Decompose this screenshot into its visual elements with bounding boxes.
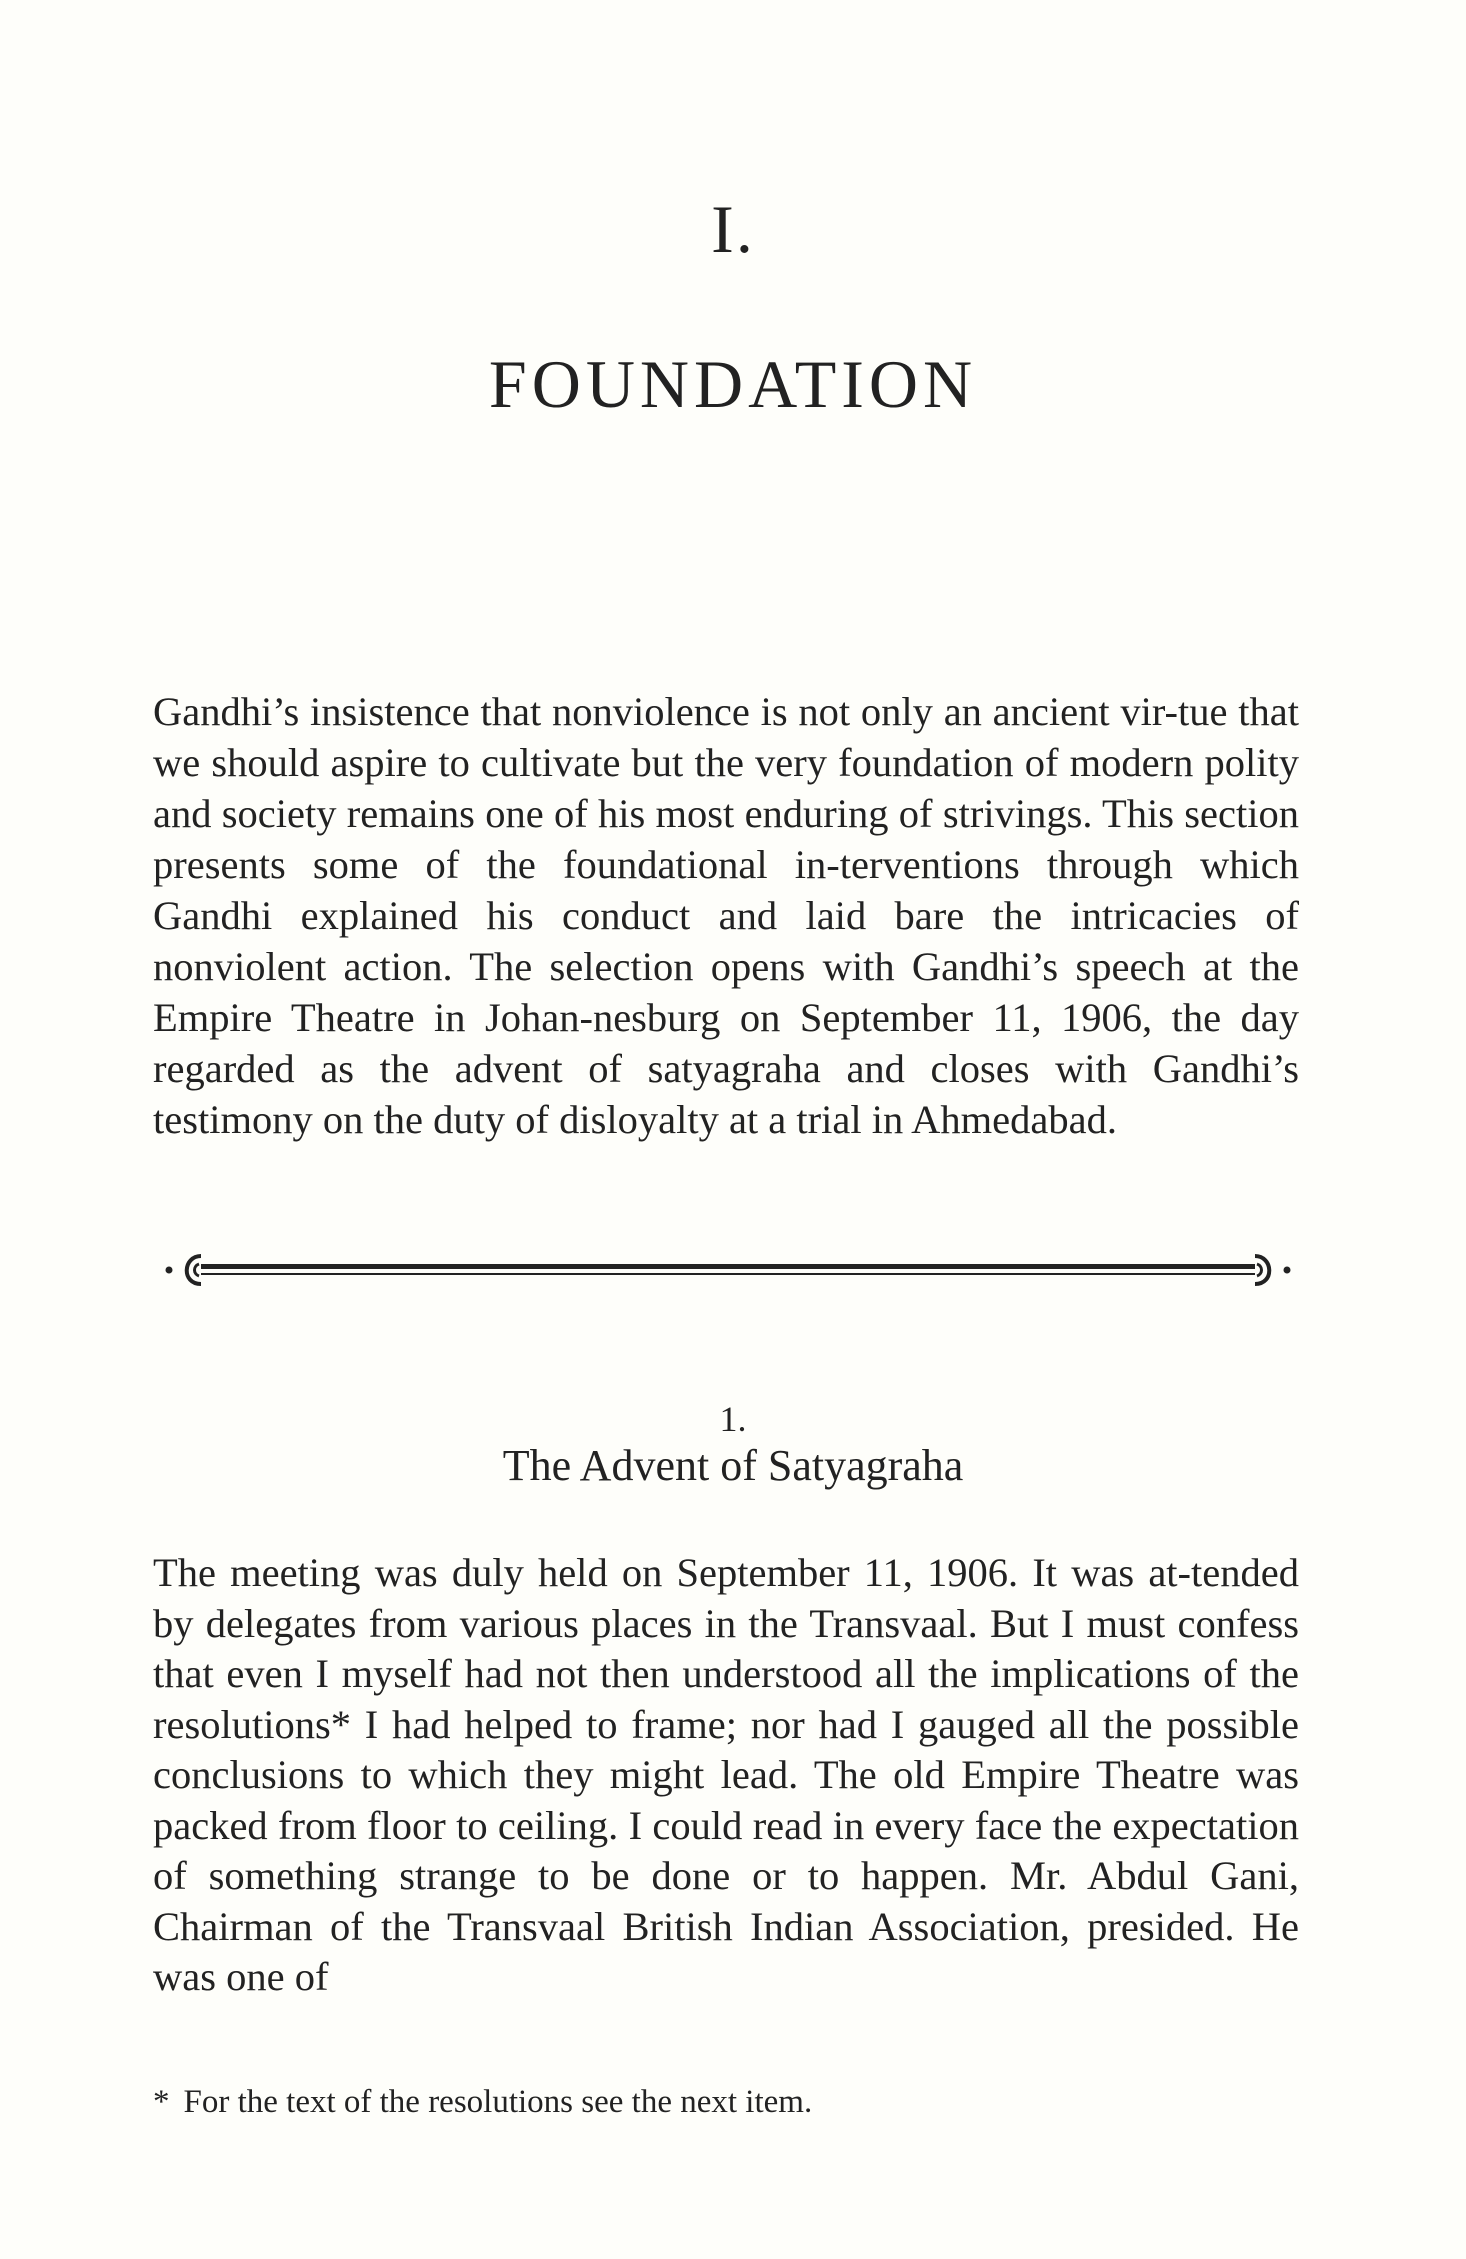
section-title: The Advent of Satyagraha	[502, 1441, 964, 1490]
section-number: 1.	[719, 1399, 747, 1439]
body-paragraph: The meeting was duly held on September 11, 1906. It was at-tended by delegates from various places in the Transvaal. But I must confess that even I myself had not then understood all the implications of the resolutions* I had helped to frame; nor had I gauged all the possible conclusions to which they might lead. The old Empire Theatre was packed from floor to ceiling. I could read in every face the expectation of something strange to be done or to happen. Mr. Abdul Gani, Chairman of the Transvaal British Indian Association, presided. He was one of	[153, 1550, 1299, 1999]
ornamental-divider	[163, 1248, 1293, 1292]
footnote-mark: *	[153, 2084, 170, 2120]
intro-paragraph: Gandhi’s insistence that nonviolence is not only an ancient vir-tue that we should aspire to cultivate but the very foundation of modern polity and society remains one of his most enduring of strivings. This section presents some of the foundational in-terventions through which Gandhi explained his conduct and laid bare the intricacies of nonviolent action. The selection opens with Gandhi’s speech at the Empire Theatre in Johan-nesburg on September 11, 1906, the day regarded as the advent of satyagraha and closes with Gandhi’s testimony on the duty of disloyalty at a trial in Ahmedabad.	[153, 689, 1299, 1142]
footnote	[153, 2082, 1299, 2122]
part-number: I.	[711, 191, 755, 267]
footnote-text: For the text of the resolutions see the next item.	[183, 2084, 813, 2120]
part-title: FOUNDATION	[488, 346, 978, 422]
